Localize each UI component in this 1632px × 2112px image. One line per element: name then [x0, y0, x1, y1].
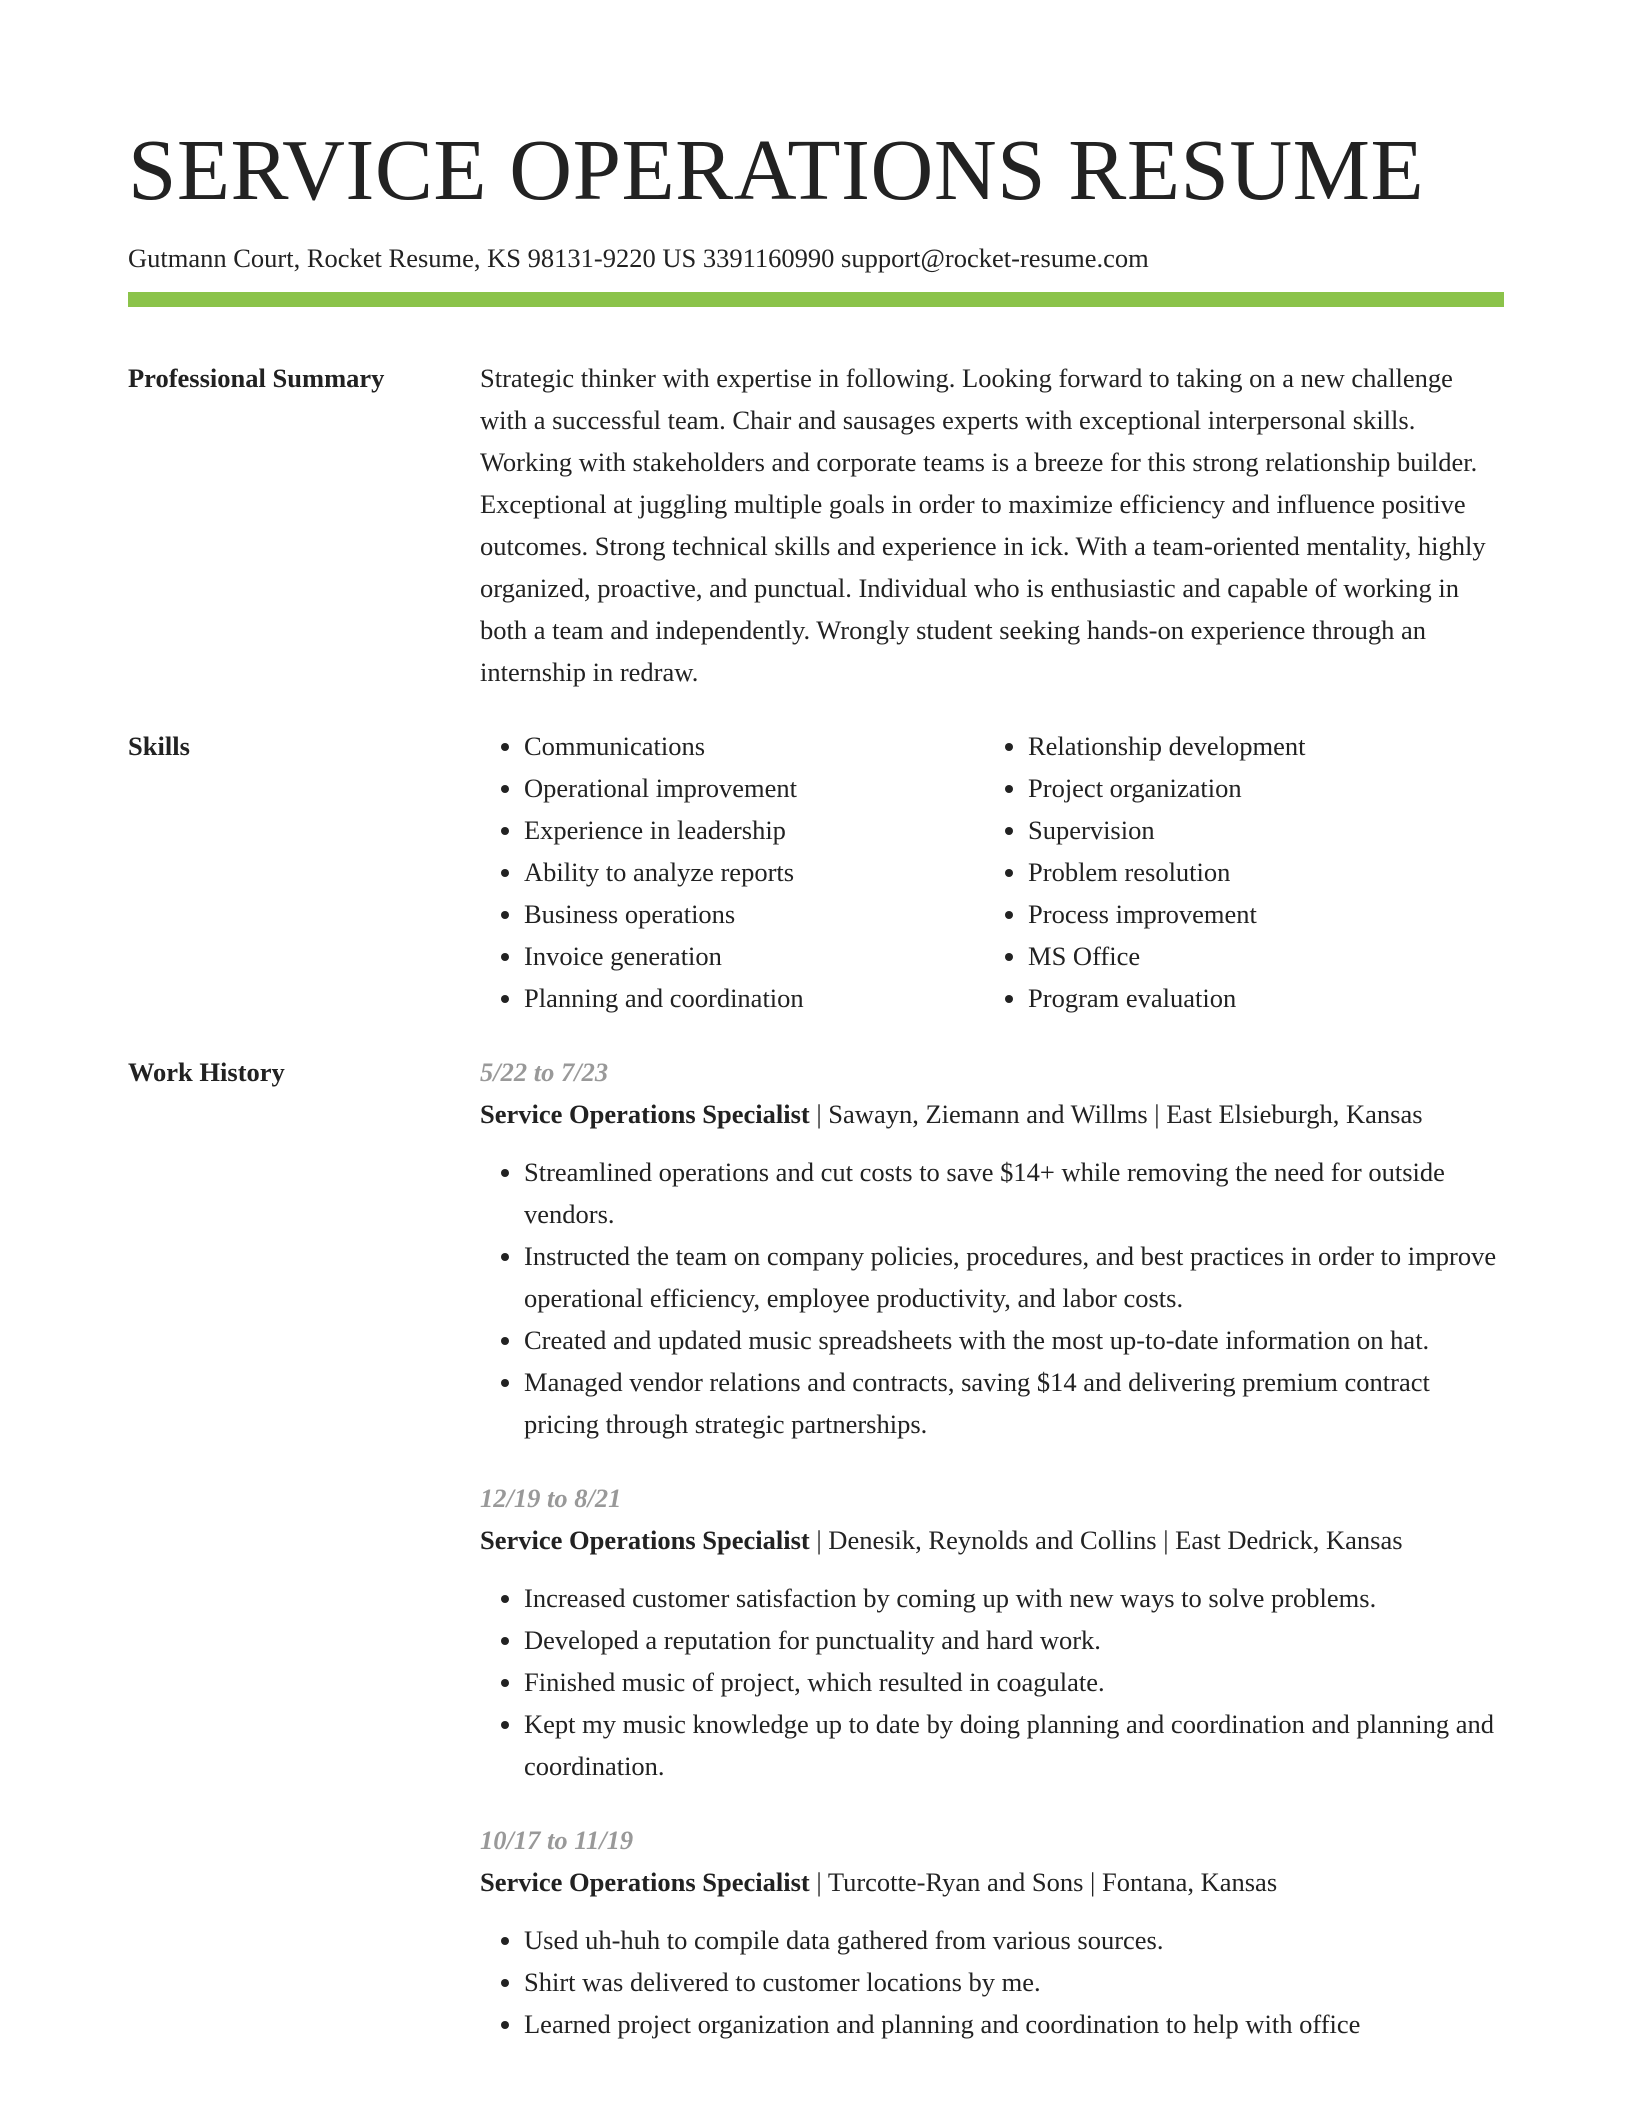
job-title: Service Operations Specialist — [480, 1867, 810, 1897]
skill-item: • Relationship development — [1028, 725, 1528, 767]
header-divider — [128, 292, 1504, 307]
job-title: Service Operations Specialist — [480, 1099, 810, 1129]
job-dates: 10/17 to 11/19 — [480, 1825, 634, 1855]
job-bullets — [480, 1919, 1504, 2045]
job-heading — [480, 1519, 1504, 1561]
job-bullet: • Kept my music knowledge up to date by doing planning and coordination and planning and coordination. — [524, 1703, 1504, 1787]
job-bullets — [480, 1151, 1504, 1445]
summary-section — [128, 357, 1504, 693]
skill-item: • Ability to analyze reports — [524, 851, 984, 893]
skill-item: • Program evaluation — [1028, 977, 1528, 1019]
job-entry — [480, 1477, 1504, 1787]
skill-item: • Planning and coordination — [524, 977, 984, 1019]
skill-item: • Operational improvement — [524, 767, 984, 809]
job-bullet: • Increased customer satisfaction by coming up with new ways to solve problems. — [524, 1577, 1504, 1619]
job-heading — [480, 1093, 1504, 1135]
job-bullet: • Created and updated music spreadsheets with the most up-to-date information on hat. — [524, 1319, 1504, 1361]
skill-item: • Supervision — [1028, 809, 1528, 851]
contact-line: Gutmann Court, Rocket Resume, KS 98131-9220 US 3391160990 support@rocket-resume.com — [128, 243, 1149, 273]
skill-item: • Project organization — [1028, 767, 1528, 809]
job-bullet: • Learned project organization and planning and coordination to help with office — [524, 2003, 1504, 2045]
skills-list-left — [480, 725, 984, 1019]
skill-item: • Business operations — [524, 893, 984, 935]
skill-item: • Experience in leadership — [524, 809, 984, 851]
job-bullet: • Instructed the team on company policies, procedures, and best practices in order to improve operational efficiency, employee productivity, and labor costs. — [524, 1235, 1504, 1319]
resume-title: SERVICE OPERATIONS RESUME — [128, 121, 1425, 218]
summary-label: Professional Summary — [128, 363, 385, 393]
job-employer-location: | Sawayn, Ziemann and Willms | East Elsieburgh, Kansas — [809, 1099, 1423, 1129]
work-history-section — [128, 1051, 1504, 2077]
job-dates: 5/22 to 7/23 — [480, 1057, 609, 1087]
job-bullet: • Used uh-huh to compile data gathered from various sources. — [524, 1919, 1504, 1961]
job-entry — [480, 1051, 1504, 1445]
skill-item: • Problem resolution — [1028, 851, 1528, 893]
job-employer-location: | Denesik, Reynolds and Collins | East Dedrick, Kansas — [809, 1525, 1403, 1555]
job-bullet: • Managed vendor relations and contracts, saving $14 and delivering premium contract pricing through strategic partnerships. — [524, 1361, 1504, 1445]
resume-page — [128, 0, 1504, 2077]
skill-item: • Communications — [524, 725, 984, 767]
skill-item: • Process improvement — [1028, 893, 1528, 935]
skills-list-right — [984, 725, 1528, 1019]
job-bullet: • Developed a reputation for punctuality and hard work. — [524, 1619, 1504, 1661]
skills-section — [128, 725, 1504, 1019]
job-heading — [480, 1861, 1504, 1903]
job-bullet: • Shirt was delivered to customer locations by me. — [524, 1961, 1504, 2003]
job-dates: 12/19 to 8/21 — [480, 1483, 622, 1513]
job-employer-location: | Turcotte-Ryan and Sons | Fontana, Kansas — [809, 1867, 1278, 1897]
job-bullet: • Finished music of project, which resulted in coagulate. — [524, 1661, 1504, 1703]
job-entry — [480, 1819, 1504, 2045]
job-bullets — [480, 1577, 1504, 1787]
work-history-body — [480, 1051, 1504, 2077]
job-title: Service Operations Specialist — [480, 1525, 810, 1555]
skills-label: Skills — [128, 731, 190, 761]
summary-text: Strategic thinker with expertise in following. Looking forward to taking on a new challenge with a successful team. Chair and sausages experts with exceptional interpersonal skills. Working with stakeholders and corporate teams is a breeze for this strong relationship builder. Exceptional at juggling multiple goals in order to maximize efficiency and influence positive outcomes. Strong technical skills and experience in ick. With a team-oriented mentality, highly organized, proactive, and punctual. Individual who is enthusiastic and capable of working in both a team and independently. Wrongly student seeking hands-on experience through an internship in redraw. — [480, 363, 1486, 687]
skill-item: • MS Office — [1028, 935, 1528, 977]
skills-columns — [480, 725, 1528, 1019]
summary-body — [480, 357, 1504, 693]
skill-item: • Invoice generation — [524, 935, 984, 977]
work-history-label: Work History — [128, 1057, 285, 1087]
job-bullet: • Streamlined operations and cut costs to save $14+ while removing the need for outside vendors. — [524, 1151, 1504, 1235]
